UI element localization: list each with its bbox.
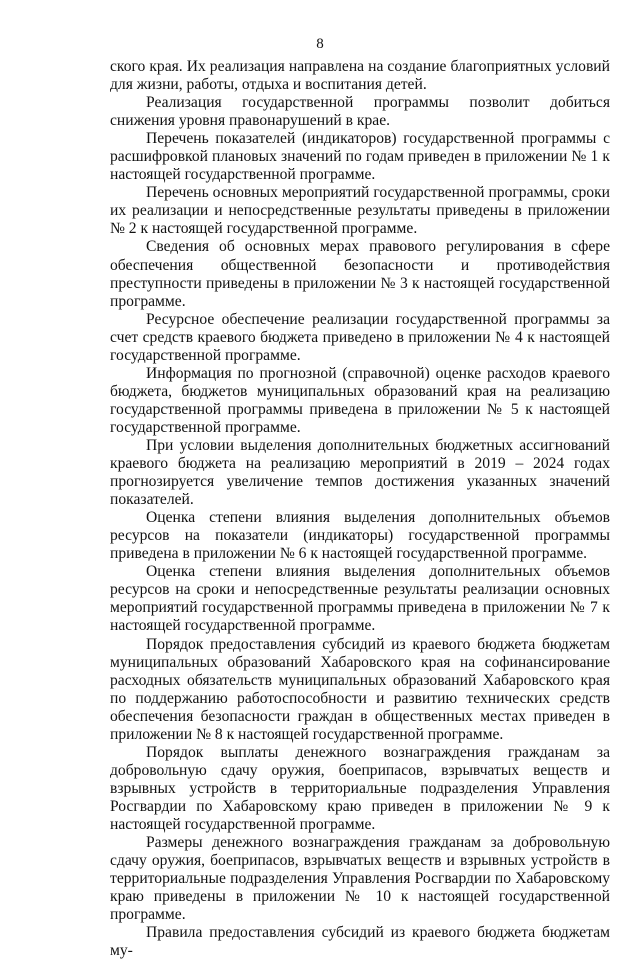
paragraph-indicators-list: Перечень показателей (индикаторов) государственной программы с расшифровкой плановых значений по годам приведен в приложении № 1 к настоящей государственной программе. [110,130,610,184]
paragraph-forecast-expenses: Информация по прогнозной (справочной) оценке расходов краевого бюджета, бюджетов муниципальных образований края на реализацию государственной программы приведена в приложении № 5 к настоящей государственной программе. [110,364,610,436]
page-number: 8 [316,36,324,52]
paragraph-resource-provision: Ресурсное обеспечение реализации государственной программы за счет средств краевого бюджета приведено в приложении № 4 к настоящей государственной программе. [110,310,610,364]
paragraph-impact-on-terms: Оценка степени влияния выделения дополнительных объемов ресурсов на сроки и непосредственные результаты реализации основных мероприятий государственной программы приведена в приложении № 7 к настоящей государственной программе. [110,563,610,635]
paragraph-crime-reduction: Реализация государственной программы позволит добиться снижения уровня правонарушений в крае. [110,94,610,130]
document-body [110,58,610,960]
paragraph-subsidies-procedure: Порядок предоставления субсидий из краевого бюджета бюджетам муниципальных образований Хабаровского края на софинансирование расходных обязательств муниципальных образований Хабаровского края по поддержанию работоспособности и развитию технических средств обеспечения безопасности граждан в общественных местах приведен в приложении № 8 к настоящей государственной программе. [110,635,610,743]
paragraph-subsidies-rules: Правила предоставления субсидий из краевого бюджета бюджетам му- [110,924,610,960]
paragraph-continuation: ского края. Их реализация направлена на создание благоприятных условий для жизни, работы, отдыха и воспитания детей. [110,58,610,94]
paragraph-reward-amounts: Размеры денежного вознаграждения гражданам за добровольную сдачу оружия, боеприпасов, взрывчатых веществ и взрывных устройств в территориальные подразделения Управления Росгвардии по Хабаровскому краю приведены в приложении № 10 к настоящей государственной программе. [110,834,610,924]
paragraph-legal-regulation: Сведения об основных мерах правового регулирования в сфере обеспечения общественной безопасности и противодействия преступности приведены в приложении № 3 к настоящей государственной программе. [110,238,610,310]
paragraph-additional-funding: При условии выделения дополнительных бюджетных ассигнований краевого бюджета на реализацию мероприятий в 2019 – 2024 годах прогнозируется увеличение темпов достижения указанных значений показателей. [110,436,610,509]
paragraph-main-activities: Перечень основных мероприятий государственной программы, сроки их реализации и непосредственные результаты приведены в приложении № 2 к настоящей государственной программе. [110,184,610,238]
paragraph-impact-on-indicators: Оценка степени влияния выделения дополнительных объемов ресурсов на показатели (индикаторы) государственной программы приведена в приложении № 6 к настоящей государственной программе. [110,509,610,563]
paragraph-reward-procedure: Порядок выплаты денежного вознаграждения гражданам за добровольную сдачу оружия, боеприпасов, взрывчатых веществ и взрывных устройств в территориальные подразделения Управления Росгвардии по Хабаровскому краю приведен в приложении № 9 к настоящей государственной программе. [110,743,610,833]
